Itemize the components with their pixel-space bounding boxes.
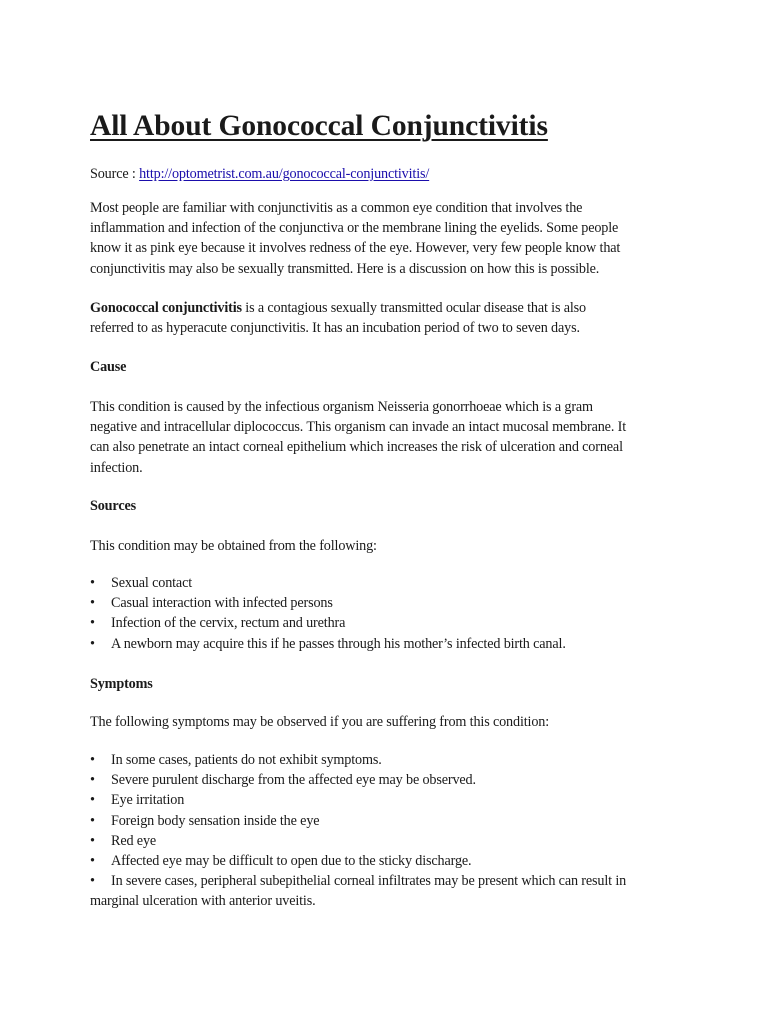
- list-item: [90, 811, 684, 831]
- intro-line: inflammation and infection of the conjunctiva or the membrane lining the eyelids. Some people: [90, 220, 619, 237]
- bullet-icon: •: [90, 792, 95, 809]
- sources-heading: Sources: [90, 498, 136, 514]
- list-item: [90, 613, 684, 633]
- bullet-icon: •: [90, 595, 95, 612]
- cause-line: infection.: [90, 459, 143, 476]
- bullet-icon: •: [90, 752, 95, 768]
- list-item-text: A newborn may acquire this if he passes through his mother’s infected birth canal.: [111, 635, 566, 652]
- list-item-text: Red eye: [111, 832, 157, 849]
- list-item-text: Affected eye may be difficult to open due to the sticky discharge.: [111, 853, 472, 870]
- list-item: [90, 871, 684, 911]
- definition-text: referred to as hyperacute conjunctivitis. It has an incubation period of two to seven days.: [90, 320, 580, 337]
- list-item-text: In some cases, patients do not exhibit symptoms.: [111, 752, 382, 768]
- list-item-text: Infection of the cervix, rectum and urethra: [111, 615, 346, 632]
- list-item-text: Foreign body sensation inside the eye: [111, 812, 320, 829]
- symptoms-list: [90, 750, 684, 912]
- intro-line: Most people are familiar with conjunctivitis as a common eye condition that involves the: [90, 200, 583, 216]
- cause-line: negative and intracellular diplococcus. This organism can invade an intact mucosal membrane. It: [90, 419, 626, 436]
- definition-paragraph: [90, 298, 684, 338]
- cause-line: This condition is caused by the infectious organism Neisseria gonorrhoeae which is a gram: [90, 399, 593, 415]
- list-item: [90, 634, 684, 654]
- list-item: [90, 593, 684, 613]
- cause-paragraph: [90, 397, 684, 478]
- source-line: [90, 164, 684, 184]
- list-item-text: Eye irritation: [111, 792, 185, 809]
- definition-term: Gonococcal conjunctivitis: [90, 300, 242, 316]
- source-label: Source :: [90, 166, 140, 182]
- list-item: [90, 770, 684, 790]
- bullet-icon: •: [90, 832, 95, 849]
- list-item: [90, 851, 684, 871]
- bullet-icon: •: [90, 812, 95, 829]
- intro-line: conjunctivitis may also be sexually transmitted. Here is a discussion on how this is possible.: [90, 260, 600, 277]
- bullet-icon: •: [90, 575, 95, 591]
- bullet-icon: •: [90, 635, 95, 652]
- source-link[interactable]: http://optometrist.com.au/gonococcal-conjunctivitis/: [139, 166, 430, 182]
- bullet-icon: •: [90, 772, 95, 789]
- definition-text: is a contagious sexually transmitted ocular disease that is also: [241, 300, 586, 316]
- cause-line: can also penetrate an intact corneal epithelium which increases the risk of ulceration and corneal: [90, 439, 623, 456]
- list-item: [90, 790, 684, 810]
- intro-paragraph: [90, 198, 684, 279]
- list-item-text: Sexual contact: [111, 575, 193, 591]
- list-item: [90, 750, 684, 770]
- intro-line: know it as pink eye because it involves redness of the eye. However, very few people know that: [90, 240, 621, 257]
- list-item-text: In severe cases, peripheral subepithelial corneal infiltrates may be present which can result in: [111, 873, 627, 890]
- bullet-icon: •: [90, 853, 95, 870]
- list-item-text: Casual interaction with infected persons: [111, 595, 333, 612]
- list-item-text: Severe purulent discharge from the affected eye may be observed.: [111, 772, 476, 789]
- symptoms-intro: The following symptoms may be observed if you are suffering from this condition:: [90, 714, 549, 730]
- list-item: [90, 831, 684, 851]
- bullet-icon: •: [90, 873, 95, 890]
- bullet-icon: •: [90, 615, 95, 632]
- list-item: [90, 573, 684, 593]
- sources-intro: This condition may be obtained from the following:: [90, 538, 377, 554]
- symptoms-heading: Symptoms: [90, 676, 153, 692]
- document-title: All About Gonococcal Conjunctivitis: [90, 110, 548, 142]
- sources-list: [90, 573, 684, 654]
- cause-heading: Cause: [90, 359, 127, 375]
- list-item-text: marginal ulceration with anterior uveitis.: [90, 893, 316, 910]
